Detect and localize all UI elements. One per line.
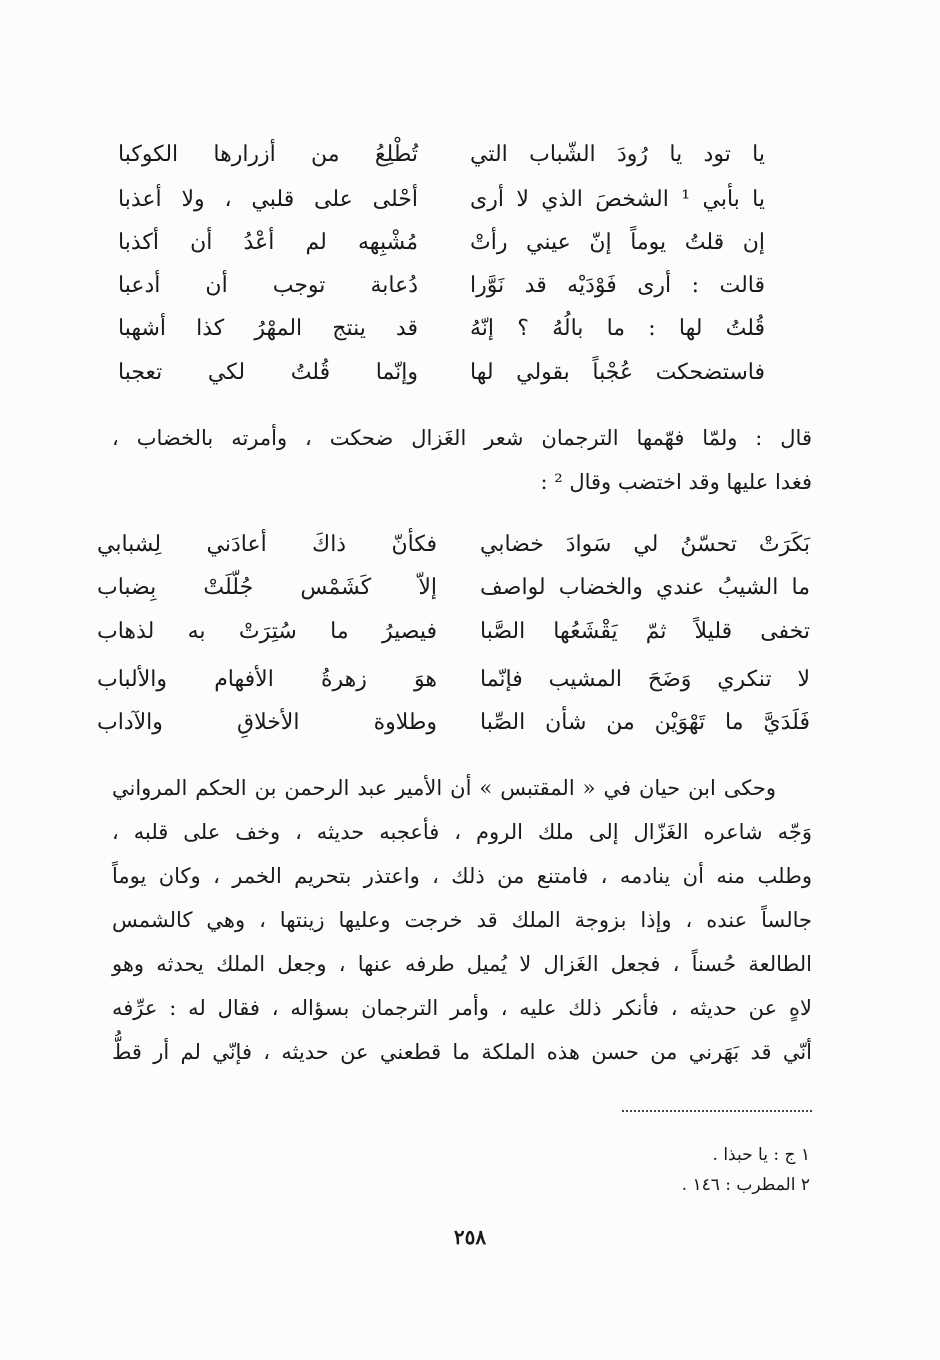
paragraph-line: الطالعة حُسناً ، فجعل الغَزال لا يُميل طرفه عنها ، وجعل الملك يحدثه وهو xyxy=(112,952,812,976)
page-number: ٢٥٨ xyxy=(453,1225,487,1249)
verse-first-hemistich: فَلَدَيَّ ما تَهْوَيْن من شأن الصِّبا xyxy=(480,710,810,735)
narration-line: فغدا عليها وقد اختضب وقال ² : xyxy=(540,470,812,494)
paragraph-line: لاهٍ عن حديثه ، فأنكر ذلك عليه ، وأمر الترجمان بسؤاله ، فقال له : عرِّفه xyxy=(112,996,812,1020)
verse-first-hemistich: بَكَرَتْ تحسّنُ لي سَوادَ خضابي xyxy=(480,532,810,557)
verse-first-hemistich: قالت : أرى فَوْدَيْه قد نَوَّرا xyxy=(470,273,765,298)
verse-second-hemistich: قد ينتج المهْرُ كذا أشهبا xyxy=(118,316,418,341)
verse-first-hemistich: لا تنكري وَضَحَ المشيب فإنّما xyxy=(480,667,810,692)
verse-second-hemistich: مُشْبِهه لم أعْدُ أن أكذبا xyxy=(118,230,418,255)
verse-first-hemistich: فاستضحكت عُجْباً بقولي لها xyxy=(470,360,765,385)
verse-second-hemistich: وإنّما قُلتُ لكي تعجبا xyxy=(118,360,418,385)
footnote: ١ ج : يا حبذا . xyxy=(712,1145,810,1165)
paragraph-line: وَجّه شاعره الغَزّال إلى ملك الروم ، فأعجبه حديثه ، وخف على قلبه ، xyxy=(112,820,812,844)
paragraph-line: جالساً عنده ، وإذا بزوجة الملك قد خرجت وعليها زينتها ، وهي كالشمس xyxy=(112,908,812,932)
verse-first-hemistich: يا تود يا رُودَ الشّباب التي xyxy=(470,142,765,167)
verse-second-hemistich: وطلاوة الأخلاقِ والآداب xyxy=(97,710,437,735)
narration-paragraph xyxy=(112,420,812,500)
verse-first-hemistich: إن قلتُ يوماً إنّ عيني رأتْ xyxy=(470,230,765,255)
verse-line xyxy=(0,268,940,304)
verse-first-hemistich: يا بأبي ¹ الشخصَ الذي لا أرى xyxy=(470,187,765,212)
verse-second-hemistich: هوَ زهرةُ الأفهام والألباب xyxy=(97,667,437,692)
footnotes xyxy=(410,1140,810,1200)
verse-line xyxy=(0,614,940,650)
verse-second-hemistich: أحْلى على قلبي ، ولا أعذبا xyxy=(118,187,418,212)
verse-line xyxy=(0,705,940,741)
verse-line xyxy=(0,311,940,347)
narration-line: قال : ولمّا فهّمها الترجمان شعر الغَزال ضحكت ، وأمرته بالخضاب ، xyxy=(112,426,812,450)
verse-line xyxy=(0,527,940,563)
verse-second-hemistich: فيصيرُ ما سُتِرَتْ به لذهاب xyxy=(97,619,437,644)
paragraph-line: أنّي قد بَهَرني من حسن هذه الملكة ما قطعني عن حديثه ، فإنّي لم أر قطُّ xyxy=(112,1040,812,1064)
main-paragraph xyxy=(112,770,812,1070)
verse-line xyxy=(0,182,940,218)
verse-second-hemistich: فكأنّ ذاكَ أعادَني لِشبابي xyxy=(97,532,437,557)
footnote-separator xyxy=(622,1110,812,1112)
verse-line xyxy=(0,662,940,698)
verse-second-hemistich: إلاّ كَشَمْس جُلّلَتْ بِضباب xyxy=(97,575,437,600)
verse-line xyxy=(0,570,940,606)
verse-first-hemistich: ما الشيبُ عندي والخضاب لواصف xyxy=(480,575,810,600)
verse-line xyxy=(0,355,940,391)
verse-second-hemistich: تُطْلِعُ من أزرارها الكوكبا xyxy=(118,142,418,167)
paragraph-line: وحكى ابن حيان في « المقتبس » أن الأمير عبد الرحمن بن الحكم المرواني xyxy=(112,776,776,800)
footnote: ٢ المطرب : ١٤٦ . xyxy=(681,1175,810,1195)
paragraph-line: وطلب منه أن ينادمه ، فامتنع من ذلك ، واعتذر بتحريم الخمر ، وكان يوماً xyxy=(112,864,812,888)
verse-line xyxy=(0,137,940,173)
verse-first-hemistich: قُلتُ لها : ما بالُهُ ؟ إنّهُ xyxy=(470,316,765,341)
verse-line xyxy=(0,225,940,261)
verse-first-hemistich: تخفى قليلاً ثمّ يَقْشَعُها الصَّبا xyxy=(480,619,810,644)
verse-second-hemistich: دُعابة توجب أن أدعبا xyxy=(118,273,418,298)
